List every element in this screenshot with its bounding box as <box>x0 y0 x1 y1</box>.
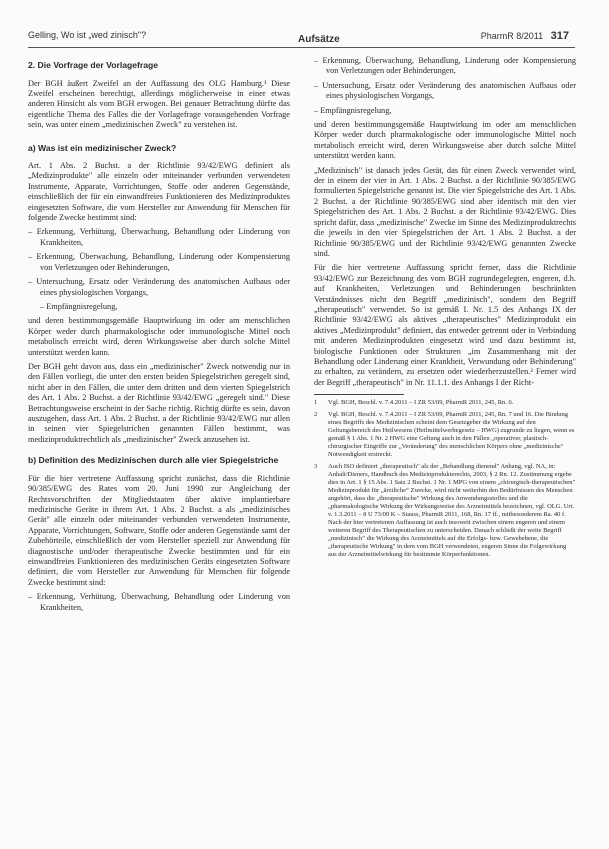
heading-medizinischer-zweck: a) Was ist ein medizinischer Zweck? <box>28 142 177 153</box>
list-item: – Erkennung, Verhütung, Überwachung, Behandlung oder Linderung von Krankheiten, <box>28 227 290 247</box>
journal-page-ref <box>481 30 569 42</box>
paragraph: „Medizinisch" ist danach jedes Gerät, das für einen Zweck verwendet wird, der in einem der vier in Art. 1 Abs. 2 Buchst. a der Richtlinie 90/385/EWG formulierten Spiegelstriche genannt ist. Die vier Spiegelstriche des Art. 1 Abs. 2 Buchst. a der Richtlinie 90/385/EWG sind aber identisch mit den vier Spiegelstrichen des Art. 1 Abs. 2 Buchst. a der Richtlinie 93/42/EWG. Dies spricht dafür, dass „medizinische" Zwecke im Sinne des Medizinproduktrechts die jeweils in den vier Spiegelstrichen der Art. 1 Abs. 2 Buchst. a der Richtlinie 90/385/EWG und der Richtlinie 93/42/EWG genannten Zwecke sind. <box>314 165 576 258</box>
paragraph: Für die hier vertretene Auffassung spricht zunächst, dass die Richtlinie 90/385/EWG des Rates vom 20. Juni 1990 zur Angleichung der Rechtsvorschriften der Mitgliedstaaten über aktive implantierbare medizinische Geräte in ihrem Art. 1 Abs. 2 Buchst. a als „medizinisches Gerät" alle einzeln oder miteinander verbunden verwendeten Instrumente, Apparate, Vorrichtungen, Software, Stoffe oder anderen Gegenstände samt der Zubehörteile, einschließlich der vom Hersteller speziell zur Anwendung für diagnostische und/oder therapeutische Zwecke bestimmten und für ein einwandfreies Funktionieren des medizinischen Geräts eingesetzten Software definiert, die vom Hersteller zur Anwendung für Menschen für folgende Zwecke bestimmt sind: <box>28 473 290 587</box>
left-column <box>28 56 290 617</box>
list-item: – Erkennung, Überwachung, Behandlung, Linderung oder Kompensierung von Verletzungen oder Behinderungen, <box>314 56 576 76</box>
list-item: – Erkennung, Verhütung, Überwachung, Behandlung oder Linderung von Krankheiten, <box>28 592 290 612</box>
footnote-text: Auch ISO definiert „therapeutisch" als der „Behandlung dienend" Anhang, vgl. NA, in: Anhalt/Dieners, Handbuch des Medizinprodukterechts, 2003, § 2 Rn. 12. Zustimmung ergebe dies in Art. 1 § 15 Abs. 1 Satz 2 Buchst. 1 Nr. 1 MPG von einem „chirurgisch-therapeutischen" Medizinprodukt für „ärztliche“ Zwecke, wird nicht weiterhin den Bedürfnissen des Menschen angehört, dass die „therapeutische" Wirkung des Anwendungsstoffes und die „pharmakologische Wirkung der Wirkungsweise des Arzneimittels bezeichnen, vgl. OLG. Urt. v. 1.3.2011 – 8 U 73/09 K – Stauss, PharmR 2011, 168, Rn. 17 ff., mitbesonderem Ra. 40 f. Nach der hier vertretenen Auffassung ist auch insoweit zwischen einem engeren und einem weiteren Begriff des Therapeutischen zu unterscheiden. Danach schließt der weite Begriff „medizinisch" die Wirkung des Arzneimittels auf die Erfolgs- bzw. Gewebebene, die „therapeutische Wirkung" in dem vom BGH verwendeten, engeren Sinne die Folgewirkung aus der Arzneimittelwirkung für bestimmte Körperfunktionen. <box>328 463 576 559</box>
heading-vorfrage: 2. Die Vorfrage der Vorlagefrage <box>28 60 159 70</box>
paragraph: und deren bestimmungsgemäße Hauptwirkung im oder am menschlichen Körper weder durch pharmakologische oder immunologische Mittel noch metabolisch erreicht wird, deren Wirkungsweise aber durch solche Mittel unterstützt werden kann. <box>28 316 290 357</box>
footnotes <box>314 399 576 559</box>
list-item: – Erkennung, Überwachung, Behandlung, Linderung oder Kompensierung von Verletzungen oder Behinderungen, <box>28 252 290 272</box>
footnote-text: Vgl. BGH, Beschl. v. 7.4.2011 – I ZR 53/09, PharmR 2011, 245, Rn. 7 und 16. Die Bindung eines Begriffs des Medizinischen scheint dem Gesetzgeber die Wirkung auf den Geltungsbereich des Heilwesens (Heilmittelwerbegesetz – HWG) zugrunde zu liegen, wenn es gemäß § 1 Abs. 1 Nr. 2 HWG eine Geltung auch in den Fällen „operativer, plastisch-chirurgischer Eingriffe zur „Veränderung" des menschlichen Körpers ohne „medizinische" Notwendigkeit erstreckt. <box>328 411 575 459</box>
footnote <box>314 463 576 559</box>
right-column <box>314 56 576 563</box>
list-item: – Untersuchung, Ersatz oder Veränderung des anatomischen Aufbaus oder eines physiologischen Vorgangs, <box>314 80 576 101</box>
footnote-rule <box>314 394 404 395</box>
paragraph: Art. 1 Abs. 2 Buchst. a der Richtlinie 93/42/EWG definiert als „Medizinprodukte" alle einzeln oder miteinander verbunden verwendeten Instrumente, Apparate, Vorrichtungen, Stoffe oder anderen Gegenstände, einschließlich der für ein einwandfreies Funktionieren des Medizinproduktes eingesetzten Software, die vom Hersteller zur Anwendung für Menschen für folgende Zwecke bestimmt sind: <box>28 161 290 223</box>
paragraph: und deren bestimmungsgemäße Hauptwirkung im oder am menschlichen Körper weder durch pharmakologische oder immunologische Mittel noch metabolisch erreicht wird, deren Wirkungsweise aber durch solche Mittel unterstützt werden kann. <box>314 120 576 161</box>
footnote-number: 1 <box>314 399 318 407</box>
list-item: – Untersuchung, Ersatz oder Veränderung des anatomischen Aufbaus oder eines physiologischen Vorgangs, <box>28 277 290 297</box>
paragraph: Für die hier vertretene Auffassung spricht ferner, dass die Richtlinie 93/42/EWG zur Bezeichnung des vom BGH zugrundegelegten, engeren, d.h. auf Krankheiten, Verletzungen und Behinderungen beschränkten Verständnisses nicht den Begriff „medizinisch", sondern den Begriff „therapeutisch" verwendet. So ist gemäß I. Nr. 1.5 des Anhangs IX der Richtlinie 93/42/EWG als aktives „therapeutisches" Medizinprodukt ein aktives „Medizinprodukt" definiert, das entweder getrennt oder in Verbindung mit anderen Medizinprodukten eingesetzt wird und dazu bestimmt ist, biologische Funktionen oder Strukturen „im Zusammenhang mit der Behandlung oder Linderung einer Krankheit, Verwundung oder Behinderung" zu erhalten, zu verändern, zu ersetzen oder wiederherzustellen.² Ferner wird der Begriff „therapeutisch" in Nr. 11.1.1. des Anhangs I der Richt- <box>314 263 576 387</box>
footnote-text: Vgl. BGH, Beschl. v. 7.4.2011 – I ZR 53/09, PharmR 2011, 245, Rn. 6. <box>328 399 514 407</box>
heading-definition: b) Definition des Medizinischen durch alle vier Spiegelstriche <box>28 455 279 466</box>
footnote <box>314 399 576 407</box>
header-rule <box>28 47 575 48</box>
page-number: 317 <box>550 30 569 42</box>
paragraph: Der BGH äußert Zweifel an der Auffassung des OLG Hamburg.¹ Diese Zweifel erscheinen berechtigt, allerdings möglicherweise in einer etwas anderen Hinsicht als vom BGH erwogen. Bei genauer Betrachtung dürfte das eigentliche Thema des Falles die der Vorlagefrage vorausgehenden Vorfrage sein, was unter einem „medizinischen Zweck" zu verstehen ist. <box>28 78 290 130</box>
running-header-author-title: Gelling, Wo ist „wed zinisch"? <box>28 30 147 40</box>
footnote-number: 2 <box>314 411 318 419</box>
footnote-number: 3 <box>314 463 318 471</box>
list-item: – Empfängnisregelung, <box>314 105 392 115</box>
section-header: Aufsätze <box>298 34 340 45</box>
footnote <box>314 411 576 459</box>
list-item: – Empfängnisregelung, <box>40 301 118 311</box>
journal-issue: PharmR 8/2011 <box>480 31 544 41</box>
paragraph: Der BGH geht davon aus, dass ein „medizinischer" Zweck notwendig nur in den Fällen vorliegt, die unter den ersten beiden Spiegelstrichen geregelt sind, nicht aber in den Fällen, die unter dem dritten und dem vierten Spiegelstrich des Art. 1 Abs. 2 Buchst. a der Richtlinie 93/42/EWG „geregelt sind." Diese Betrachtungsweise erscheint in der Sache richtig. Richtig dürfte es sein, davon auszugehen, dass Art. 1 Abs. 2 Buchst. a der Richtlinie 93/42/EWG nur allen in seinen vier Spiegelstrichen genannten Fällen bestimmt, was medizinproduktrechtlich als „medizinischer" Zweck anzusehen ist. <box>28 361 290 444</box>
